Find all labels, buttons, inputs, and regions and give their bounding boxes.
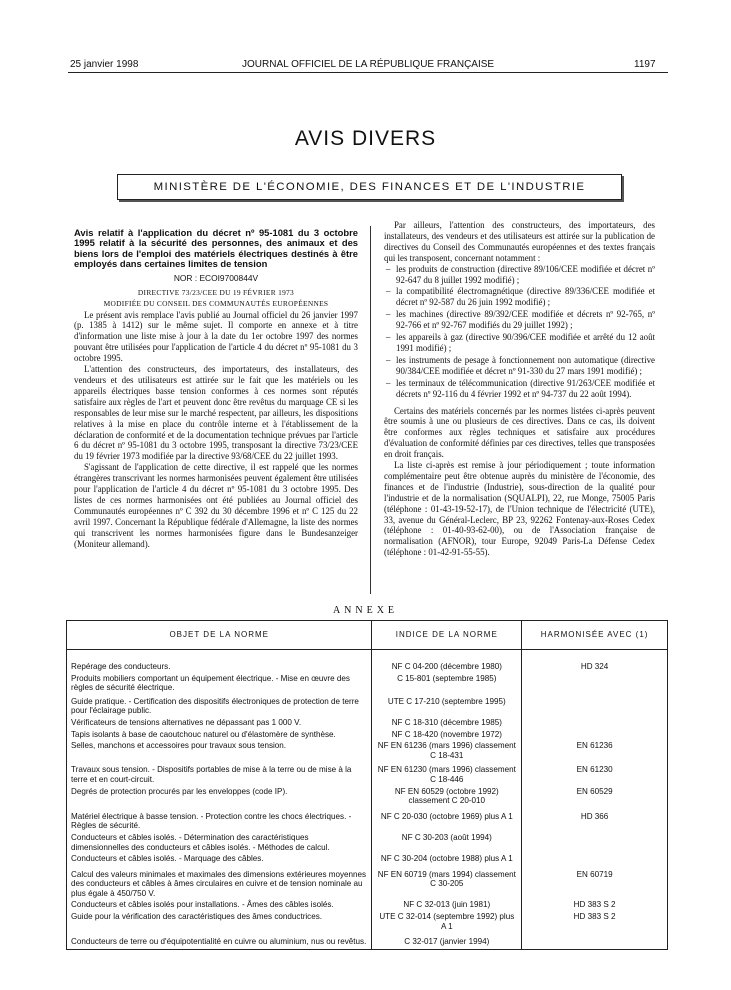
cell-harmonisee — [522, 718, 668, 730]
cell-harmonisee — [522, 854, 668, 866]
directive-line-2: MODIFIÉE DU CONSEIL DES COMMUNAUTÉS EUROPÉENNES — [103, 298, 329, 308]
cell-indice-text: UTE C 32-014 (septembre 1992) plus A 1 — [379, 912, 515, 931]
table-row — [67, 900, 668, 912]
cell-harmonisee — [522, 741, 668, 762]
cell-harmonisee — [522, 866, 668, 901]
cell-indice-text: C 32-017 (janvier 1994) — [404, 937, 490, 947]
cell-indice-text: NF C 20-030 (octobre 1969) plus A 1 — [380, 811, 513, 821]
cell-objet-text: Conducteurs et câbles isolés pour installations. - Âmes des câbles isolés. — [71, 900, 334, 910]
cell-indice-text: NF EN 60529 (octobre 1992) classement C 20-010 — [394, 786, 499, 806]
paragraph: S'agissant de l'application de cette directive, il est rappelé que les normes étrangères transcrivant les normes harmonisées peuvent également être utilisées pour l'application de l'article 4 du décret nº 95-1081 du 3 octobre 1995. Des listes de ces normes harmonisées ont été publiées au Journal officiel des Communautés européennes nº C 392 du 30 décembre 1996 et nº C 125 du 22 avril 1997. Concernant la République fédérale d'Allemagne, la liste des normes qui transcrivent les normes harmonisées figure dans le Bundesanzeiger (Moniteur allemand). — [74, 462, 358, 549]
cell-objet-text: Repérage des conducteurs. — [71, 662, 171, 671]
cell-objet-text: Guide pratique. - Certification des dispositifs électroniques de protection de terre pour l'éclairage public. — [71, 696, 359, 716]
cell-harmonisee — [522, 662, 668, 674]
cell-objet-text: Degrés de protection procurés par les enveloppes (code IP). — [71, 786, 288, 796]
list-item — [384, 309, 655, 331]
cell-objet — [67, 741, 372, 762]
list-item — [384, 355, 655, 377]
table-header-row — [67, 621, 668, 650]
cell-indice-text: C 15-801 (septembre 1985) — [397, 673, 497, 683]
list-item — [384, 378, 655, 400]
table-row — [67, 808, 668, 833]
table-row — [67, 674, 668, 695]
column-divider — [370, 226, 371, 594]
list-item-text: la compatibilité électromagnétique (directive 89/336/CEE modifiée et décret nº 92-587 du 26 juin 1992 modifié) ; — [396, 286, 655, 308]
cell-harmonisee — [522, 900, 668, 912]
paragraph: Certains des matériels concernés par les normes listées ci-après peuvent être soumis à une ou plusieurs de ces directives. Dans ce cas, ils doivent être conformes aux règles techniques et satisfaire aux procédures d'évaluation de conformité définies par ces directives, telles que transposées en droit français. — [384, 405, 655, 460]
ministry-box: MINISTÈRE DE L'ÉCONOMIE, DES FINANCES ET DE L'INDUSTRIE — [117, 174, 622, 200]
cell-indice-text: NF C 32-013 (juin 1981) — [403, 900, 491, 910]
cell-harmonisee — [522, 674, 668, 695]
cell-harmonisee-text: EN 60719 — [576, 869, 613, 879]
cell-objet-text: Vérificateurs de tensions alternatives ne dépassant pas 1 000 V. — [71, 717, 302, 727]
cell-indice — [372, 787, 522, 808]
cell-harmonisee-text: HD 324 — [580, 662, 609, 671]
cell-indice-text: NF C 18-420 (novembre 1972) — [391, 729, 502, 739]
left-paragraphs — [74, 310, 358, 550]
table-spacer-row — [67, 650, 668, 663]
cell-harmonisee — [522, 912, 668, 933]
dash-bullet: – — [386, 309, 391, 320]
dash-bullet: – — [386, 332, 391, 343]
cell-indice — [372, 741, 522, 762]
dash-bullet: – — [386, 286, 391, 297]
cell-harmonisee-text: HD 383 S 2 — [573, 912, 616, 922]
cell-objet — [67, 833, 372, 854]
cell-objet — [67, 662, 372, 674]
column-header-objet: OBJET DE LA NORME — [67, 621, 372, 650]
cell-objet — [67, 866, 372, 901]
cell-objet — [67, 854, 372, 866]
cell-indice-text: NF C 18-310 (décembre 1985) — [391, 717, 502, 727]
cell-indice — [372, 900, 522, 912]
cell-objet-text: Matériel électrique à basse tension. - Protection contre les chocs électriques. - Règles de sécurité. — [71, 811, 352, 831]
table-row — [67, 718, 668, 730]
cell-indice — [372, 762, 522, 786]
right-column — [384, 220, 655, 558]
list-item-text: les produits de construction (directive 89/106/CEE modifiée et décret nº 92-647 du 8 juillet 1992 modifié) ; — [396, 263, 655, 285]
cell-harmonisee-text: HD 366 — [580, 811, 609, 821]
cell-objet-text: Selles, manchons et accessoires pour travaux sous tension. — [71, 741, 287, 751]
dash-bullet: – — [386, 354, 391, 365]
cell-indice-text: NF C 04-200 (décembre 1980) — [391, 662, 502, 671]
cell-indice-text: UTE C 17-210 (septembre 1995) — [387, 696, 506, 706]
cell-indice — [372, 808, 522, 833]
list-item-text: les machines (directive 89/392/CEE modifiée et décrets nº 92-765, nº 92-766 et nº 92-767 modifiés du 29 juillet 1992) ; — [396, 309, 655, 331]
column-header-indice: INDICE DE LA NORME — [372, 621, 522, 650]
cell-indice — [372, 866, 522, 901]
cell-harmonisee — [522, 787, 668, 808]
cell-indice-text: NF EN 61236 (mars 1996) classement C 18-431 — [377, 741, 516, 760]
nor-reference: NOR : ECOI9700844V — [173, 272, 259, 283]
cell-objet-text: Tapis isolants à base de caoutchouc naturel ou d'élastomère de synthèse. — [71, 729, 336, 739]
cell-objet-text: Conducteurs et câbles isolés. - Marquage des câbles. — [71, 854, 264, 864]
paragraph: L'attention des constructeurs, des importateurs, des installateurs, des vendeurs et des utilisateurs est attirée sur le fait que les matériels ou les appareils électriques basse tension conformes à ces normes sont réputés satisfaire aux règles de l'art et peuvent donc être revêtus du marquage CE si les responsables de leur mise sur le marché respectent, par ailleurs, les dispositions relatives à la mise en place du contrôle interne et à l'établissement de la déclaration de conformité et de la documentation technique prévues par l'article 6 du décret nº 95-1081 du 3 octobre 1995, transposant la directive 73/23/CEE du 19 février 1973 modifiée par la directive 93/68/CEE du 22 juillet 1993. — [74, 364, 358, 462]
cell-objet — [67, 933, 372, 949]
cell-indice — [372, 833, 522, 854]
cell-indice — [372, 674, 522, 695]
annexe-heading: ANNEXE — [332, 605, 399, 616]
table-row — [67, 762, 668, 786]
header-page-number: 1197 — [634, 59, 656, 70]
cell-indice — [372, 662, 522, 674]
cell-objet-text: Conducteurs de terre ou d'équipotentialité en cuivre ou aluminium, nus ou revêtus. — [71, 937, 367, 947]
cell-harmonisee — [522, 933, 668, 949]
cell-objet — [67, 912, 372, 933]
table-row — [67, 866, 668, 901]
cell-indice — [372, 718, 522, 730]
cell-objet — [67, 695, 372, 718]
page-title: AVIS DIVERS — [294, 127, 437, 150]
cell-indice-text: NF C 30-203 (août 1994) — [401, 832, 492, 842]
cell-objet — [67, 674, 372, 695]
table-row — [67, 833, 668, 854]
header-rule — [68, 72, 668, 73]
cell-indice-text: NF C 30-204 (octobre 1988) plus A 1 — [380, 854, 513, 864]
cell-objet — [67, 718, 372, 730]
cell-objet-text: Calcul des valeurs minimales et maximales des dimensions extérieures moyennes des conducteurs et câbles à âmes circulaires en cuivre et de tension nominale au plus égale à 450/750 V. — [71, 869, 367, 898]
cell-objet — [67, 730, 372, 742]
cell-harmonisee-text: EN 61236 — [576, 741, 613, 751]
list-item-text: les terminaux de télécommunication (directive 91/263/CEE modifiée et décrets nº 92-116 du 4 février 1992 et nº 94-737 du 22 août 1994). — [396, 377, 655, 399]
header-date: 25 janvier 1998 — [70, 59, 139, 70]
cell-objet — [67, 808, 372, 833]
cell-indice — [372, 912, 522, 933]
article-title: Avis relatif à l'application du décret nº 95-1081 du 3 octobre 1995 relatif à la sécurité des personnes, des animaux et des biens lors de l'emploi des matériels électriques destinés à être employés dans certaines limites de tension — [74, 227, 358, 270]
list-item — [384, 332, 655, 354]
cell-indice-text: NF EN 60719 (mars 1994) classement C 30-205 — [377, 869, 516, 889]
list-item — [384, 264, 655, 286]
cell-objet — [67, 762, 372, 786]
header-journal: JOURNAL OFFICIEL DE LA RÉPUBLIQUE FRANÇAISE — [242, 59, 495, 70]
list-item-text: les appareils à gaz (directive 90/396/CEE modifiée et arrêté du 12 août 1991 modifié) ; — [396, 332, 655, 353]
dash-bullet: – — [386, 263, 391, 274]
table-row — [67, 933, 668, 949]
directive-line-1: DIRECTIVE 73/23/CEE DU 19 FÉVRIER 1973 — [137, 287, 295, 297]
cell-harmonisee — [522, 730, 668, 742]
cell-objet-text: Travaux sous tension. - Dispositifs portables de mise à la terre ou de mise à la terre et en court-circuit. — [71, 765, 352, 784]
paragraph: La liste ci-après est remise à jour périodiquement ; toute information complémentaire peut être obtenue auprès du ministère de l'économie, des finances et de l'industrie (Industrie), sous-direction de la qualité pour l'industrie et de la normalisation (SQUALPI), 22, rue Monge, 75005 Paris (téléphone : 01-43-19-52-17), de l'Union technique de l'électricité (UTE), 33, avenue du Général-Leclerc, BP 23, 92262 Fontenay-aux-Roses Cedex (téléphone : 01-40-93-62-00), ou de l'Association française de normalisation (AFNOR), tour Europe, 92049 Paris-La Défense Cedex (téléphone : 01-42-91-55-55). — [384, 460, 655, 558]
cell-indice — [372, 730, 522, 742]
dash-bullet: – — [386, 377, 391, 388]
table-row — [67, 912, 668, 933]
column-header-harmonisee: HARMONISÉE AVEC (1) — [522, 621, 668, 650]
cell-objet-text: Guide pour la vérification des caractéristiques des âmes conductrices. — [71, 912, 323, 922]
left-column — [74, 228, 358, 549]
table-row — [67, 787, 668, 808]
table-row — [67, 730, 668, 742]
cell-objet — [67, 787, 372, 808]
table-row — [67, 695, 668, 718]
cell-objet-text: Produits mobiliers comportant un équipement électrique. - Mise en œuvre des règles de sécurité électrique. — [71, 673, 350, 693]
table-row — [67, 854, 668, 866]
table-row — [67, 741, 668, 762]
table-row — [67, 662, 668, 674]
list-item — [384, 286, 655, 308]
right-paragraphs — [384, 406, 655, 559]
cell-harmonisee — [522, 833, 668, 854]
list-item-text: les instruments de pesage à fonctionnement non automatique (directive 90/384/CEE modifiée et décret nº 91-330 du 27 mars 1991 modifié) ; — [396, 354, 655, 376]
directives-list — [384, 264, 655, 400]
cell-indice — [372, 854, 522, 866]
intro-paragraph: Par ailleurs, l'attention des constructeurs, des importateurs, des installateurs, des vendeurs et des utilisateurs est attirée sur la publication de directives du Conseil des Communautés européennes et des textes français qui les transposent, concernant notamment : — [384, 220, 655, 263]
cell-harmonisee-text: EN 61230 — [576, 765, 613, 775]
cell-indice — [372, 933, 522, 949]
cell-harmonisee-text: HD 383 S 2 — [573, 900, 616, 910]
cell-objet — [67, 900, 372, 912]
cell-harmonisee — [522, 808, 668, 833]
paragraph: Le présent avis remplace l'avis publié au Journal officiel du 26 janvier 1997 (p. 1385 à 1412) sur le même sujet. Il comporte en annexe et à titre d'information une liste mise à jour à la date du 1er octobre 1997 des normes pouvant être utilisées pour l'application de l'article 4 du décret nº 95-1081 du 3 octobre 1995. — [74, 309, 358, 364]
cell-harmonisee — [522, 695, 668, 718]
cell-indice — [372, 695, 522, 718]
cell-indice-text: NF EN 61230 (mars 1996) classement C 18-446 — [377, 765, 516, 784]
cell-harmonisee-text: EN 60529 — [576, 786, 613, 796]
cell-objet-text: Conducteurs et câbles isolés. - Détermination des caractéristiques dimensionnelles des conducteurs et câbles isolés. - Méthodes de calcul. — [71, 832, 330, 852]
cell-harmonisee — [522, 762, 668, 786]
norms-table — [66, 620, 668, 950]
